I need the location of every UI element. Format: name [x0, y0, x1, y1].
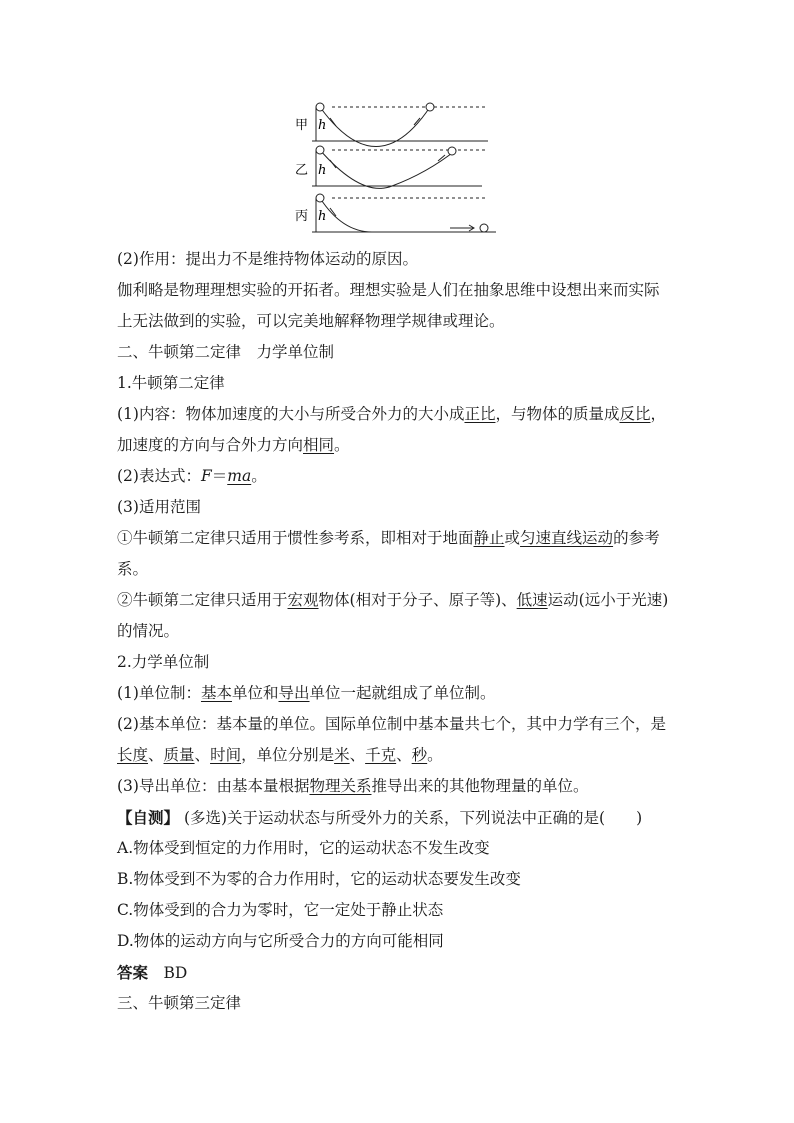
- h-label-jia: h: [318, 118, 327, 133]
- ball-start-jia: [316, 103, 324, 111]
- text-segment: 。: [427, 746, 443, 764]
- text-segment: 、: [396, 746, 412, 764]
- paragraph-scope-heading: (3)适用范围: [117, 498, 201, 516]
- h-label-bing: h: [318, 209, 327, 224]
- option-d: D.物体的运动方向与它所受合力的方向可能相同: [117, 932, 444, 950]
- ball-end-yi: [448, 147, 456, 155]
- blank-answer-second: 秒: [411, 746, 428, 764]
- text-segment: 。: [251, 467, 267, 485]
- text-segment: ，与物体的质量成: [495, 405, 620, 423]
- blank-answer-macroscopic: 宏观: [287, 591, 319, 609]
- paragraph-unit-system: [117, 678, 687, 709]
- paragraph-expression: [117, 461, 687, 492]
- answer-label: 答案: [117, 963, 149, 982]
- text-segment: ①牛顿第二定律只适用于惯性参考系，即相对于地面: [117, 529, 474, 547]
- text-segment: 或: [504, 529, 521, 547]
- option-a: A.物体受到恒定的力作用时，它的运动状态不发生改变: [117, 839, 490, 857]
- ball-start-bing: [316, 194, 324, 202]
- text-segment: (1)内容：物体加速度的大小与所受合外力的大小成: [117, 405, 465, 423]
- text-segment: ②牛顿第二定律只适用于: [117, 591, 288, 609]
- text-segment: (3)导出单位：由基本量根据: [117, 777, 310, 795]
- text-segment: (1)单位制：: [117, 684, 201, 702]
- text-segment: 单位和: [231, 684, 279, 702]
- paragraph-basic-units-2: [117, 740, 687, 771]
- paragraph-scope-2: [117, 585, 687, 616]
- blank-answer-meter: 米: [334, 746, 350, 764]
- paragraph-ideal-experiment-1: 伽利略是物理理想实验的开拓者。理想实验是人们在抽象思维中设想出来而实际: [117, 281, 660, 299]
- subheading-unit-system: 2.力学单位制: [117, 653, 210, 671]
- arrow-jia-left: [330, 118, 336, 126]
- paragraph-content-2: [117, 430, 687, 461]
- blank-answer-time: 时间: [210, 746, 242, 764]
- text-segment: ，: [650, 405, 667, 423]
- document-body: [117, 244, 687, 1019]
- blank-answer-same: 相同: [303, 436, 335, 454]
- answer-value: BD: [148, 964, 188, 982]
- blank-answer-ma: ma: [227, 467, 252, 485]
- text-segment: 。: [334, 436, 350, 454]
- galileo-ideal-experiment-figure: [292, 98, 498, 238]
- inclined-plane-diagram: [292, 98, 498, 238]
- text-segment: 物体(相对于分子、原子等)、: [318, 591, 517, 609]
- blank-answer-rest: 静止: [473, 529, 505, 547]
- blank-answer-mass: 质量: [163, 746, 195, 764]
- paragraph-scope-1-cont: 系。: [117, 560, 149, 578]
- paragraph-basic-units-1: (2)基本单位：基本量的单位。国际单位制中基本量共七个，其中力学有三个，是: [117, 715, 666, 733]
- blank-answer-length: 长度: [117, 746, 149, 764]
- blank-answer-proportional: 正比: [464, 405, 496, 423]
- text-segment: 加速度的方向与合外力方向: [117, 436, 304, 454]
- paragraph-ideal-experiment-2: 上无法做到的实验，可以完美地解释物理学规律或理论。: [117, 312, 505, 330]
- text-segment: 单位一起就组成了单位制。: [309, 684, 496, 702]
- option-c: C.物体受到的合力为零时，它一定处于静止状态: [117, 901, 444, 919]
- text-segment: 推导出来的其他物理量的单位。: [371, 777, 589, 795]
- text-segment: (2)表达式：: [117, 467, 201, 485]
- blank-answer-basic: 基本: [200, 684, 232, 702]
- label-yi: 乙: [295, 163, 309, 178]
- paragraph-scope-2-cont: 的情况。: [117, 622, 180, 640]
- blank-answer-uniform-motion: 匀速直线运动: [520, 529, 614, 547]
- formula-equals: ＝: [211, 467, 228, 485]
- blank-answer-physical-relation: 物理关系: [309, 777, 372, 795]
- h-label-yi: h: [318, 163, 327, 178]
- self-test-question: [117, 802, 687, 833]
- blank-answer-inverse: 反比: [619, 405, 651, 423]
- curve-bing: [320, 198, 372, 232]
- text-segment: 、: [148, 746, 164, 764]
- label-bing: 丙: [295, 209, 309, 224]
- ball-end-bing: [480, 224, 488, 232]
- question-stem: (多选)关于运动状态与所受外力的关系，下列说法中正确的是( ): [179, 809, 643, 827]
- section-heading-newton-third: 三、牛顿第三定律: [117, 994, 242, 1012]
- paragraph-derived-units: [117, 771, 687, 802]
- formula-f: F: [200, 467, 212, 485]
- text-segment: 运动(远小于光速): [547, 591, 669, 609]
- blank-answer-low-speed: 低速: [516, 591, 548, 609]
- ball-end-jia: [426, 103, 434, 111]
- blank-answer-kilogram: 千克: [365, 746, 397, 764]
- paragraph-scope-1: [117, 523, 687, 554]
- paragraph-function: (2)作用：提出力不是维持物体运动的原因。: [117, 250, 418, 268]
- self-test-label: 【自测】: [117, 808, 180, 827]
- paragraph-content-1: [117, 399, 687, 430]
- blank-answer-derived: 导出: [278, 684, 310, 702]
- text-segment: 、: [194, 746, 211, 764]
- section-heading-newton-second: 二、牛顿第二定律 力学单位制: [117, 343, 335, 361]
- ball-start-yi: [316, 146, 324, 154]
- curve-yi: [320, 150, 456, 188]
- answer-line: [117, 957, 687, 988]
- text-segment: 、: [349, 746, 366, 764]
- text-segment: 的参考: [613, 529, 660, 547]
- text-segment: ，单位分别是: [241, 746, 335, 764]
- arrow-yi-left: [330, 160, 336, 168]
- option-b: B.物体受到不为零的合力作用时，它的运动状态要发生改变: [117, 870, 521, 888]
- subheading-newton-second-law: 1.牛顿第二定律: [117, 374, 225, 392]
- label-jia: 甲: [295, 118, 309, 133]
